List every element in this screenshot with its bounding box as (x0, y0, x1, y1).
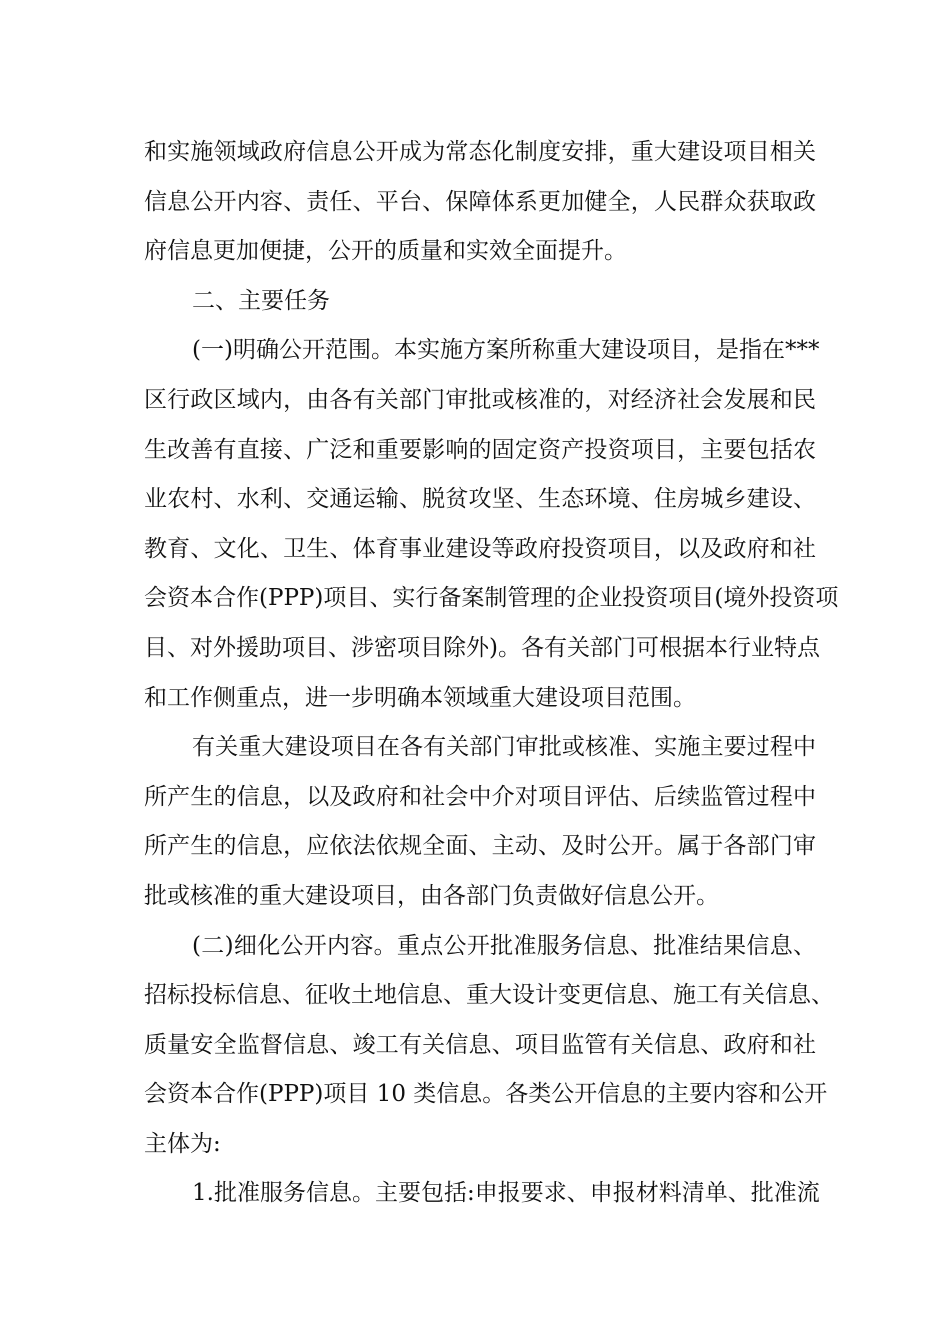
section-heading: 二、主要任务 (192, 287, 330, 314)
text-line: 质量安全监督信息、竣工有关信息、项目监管有关信息、政府和社 (144, 1031, 816, 1058)
text-line: 招标投标信息、征收土地信息、重大设计变更信息、施工有关信息、 (144, 982, 834, 1009)
text-line: 批或核准的重大建设项目，由各部门负责做好信息公开。 (144, 882, 719, 909)
text-line: 生改善有直接、广泛和重要影响的固定资产投资项目，主要包括农 (144, 436, 816, 463)
text-line: 和工作侧重点，进一步明确本领域重大建设项目范围。 (144, 684, 696, 711)
document-body (144, 128, 839, 1219)
text-line: 府信息更加便捷，公开的质量和实效全面提升。 (144, 238, 627, 265)
paragraph-first-line: 有关重大建设项目在各有关部门审批或核准、实施主要过程中 (192, 734, 816, 761)
text-line: 所产生的信息，应依法依规全面、主动、及时公开。属于各部门审 (144, 833, 816, 860)
text-line: 会资本合作(PPP)项目 10 类信息。各类公开信息的主要内容和公开 (144, 1081, 828, 1108)
subsection-heading-line: (二)细化公开内容。重点公开批准服务信息、批准结果信息、 (192, 932, 816, 959)
text-line: 教育、文化、卫生、体育事业建设等政府投资项目，以及政府和社 (144, 535, 816, 562)
text-line: 区行政区域内，由各有关部门审批或核准的，对经济社会发展和民 (144, 386, 816, 413)
text-line: 主体为: (144, 1130, 221, 1157)
text-line: 所产生的信息，以及政府和社会中介对项目评估、后续监管过程中 (144, 783, 816, 810)
text-line: 和实施领域政府信息公开成为常态化制度安排，重大建设项目相关 (144, 139, 816, 165)
text-line: 目、对外援助项目、涉密项目除外)。各有关部门可根据本行业特点 (144, 634, 820, 661)
list-item-first-line: 1.批准服务信息。主要包括:申报要求、申报材料清单、批准流 (192, 1180, 820, 1207)
text-line: 信息公开内容、责任、平台、保障体系更加健全，人民群众获取政 (144, 188, 816, 215)
text-line: 会资本合作(PPP)项目、实行备案制管理的企业投资项目(境外投资项 (144, 585, 839, 612)
subsection-heading-line: (一)明确公开范围。本实施方案所称重大建设项目，是指在*** (192, 337, 820, 364)
text-line: 业农村、水利、交通运输、脱贫攻坚、生态环境、住房城乡建设、 (144, 486, 816, 513)
